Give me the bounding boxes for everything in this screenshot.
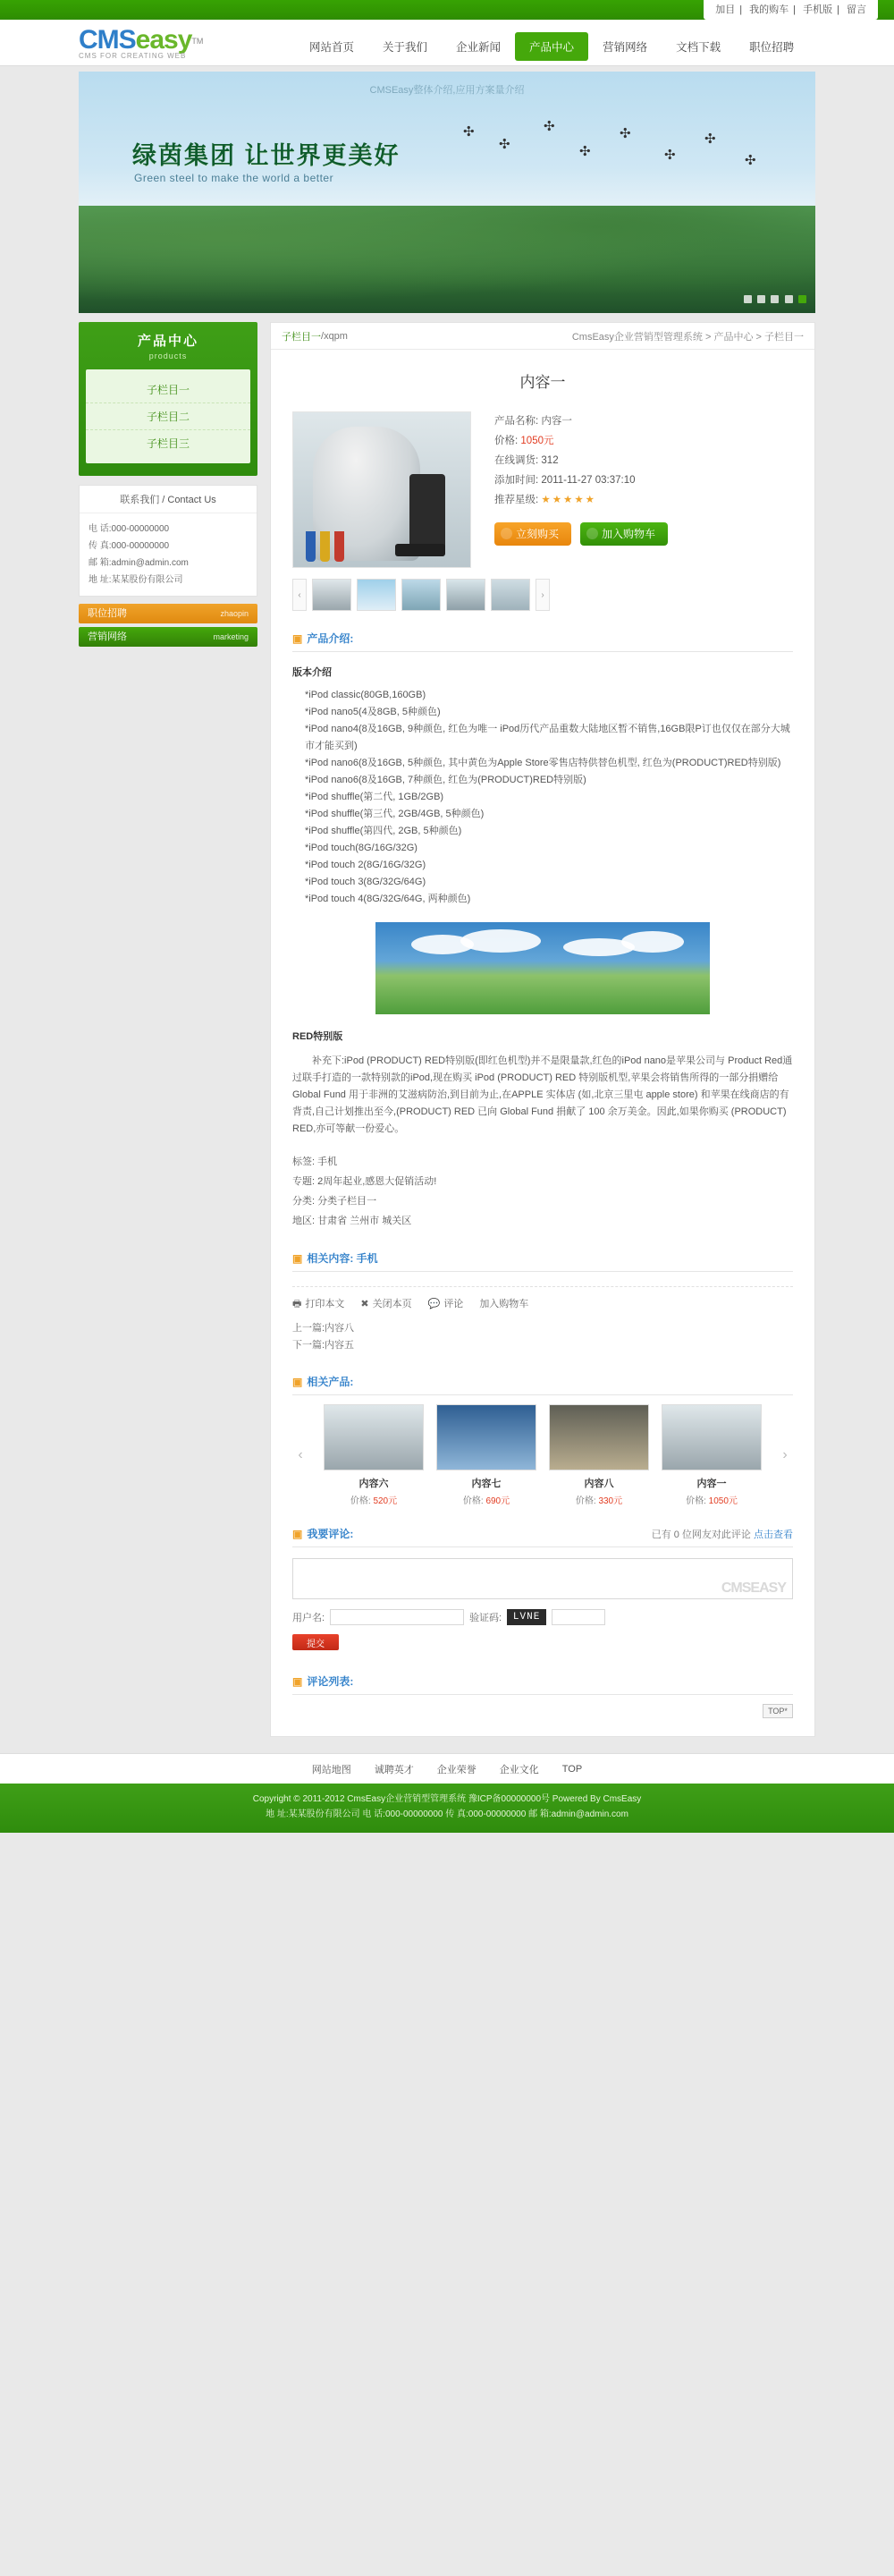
bird-icon: ✣: [664, 148, 676, 163]
thumbnail-1[interactable]: [312, 579, 351, 611]
product-price-value: 1050元: [520, 436, 554, 446]
related-products-grid: [308, 1404, 777, 1506]
comment-box: [292, 1558, 793, 1602]
comment-view-link[interactable]: 点击查看: [754, 1529, 793, 1540]
related-price-4: [662, 1493, 762, 1506]
captcha-label: 验证码:: [469, 1613, 502, 1623]
top-link-0[interactable]: 加目: [715, 4, 736, 15]
username-label: 用户名:: [292, 1613, 325, 1623]
bullet-icon: ▣: [292, 1527, 303, 1540]
section-related-content: [292, 1250, 793, 1272]
related-prev-icon[interactable]: ‹: [298, 1447, 303, 1462]
related-price-label-1: 价格:: [350, 1496, 371, 1506]
article-meta: [292, 1152, 793, 1231]
related-thumb-1[interactable]: [324, 1404, 424, 1470]
comment-form-row: [292, 1609, 793, 1625]
article-toolbar: [292, 1286, 793, 1313]
comment-button[interactable]: [428, 1296, 464, 1313]
test-tube-yellow: [320, 531, 330, 562]
sidebar-item-sub3[interactable]: 子栏目三: [86, 429, 250, 456]
article-body: [292, 665, 793, 1138]
nav-item-news[interactable]: [442, 32, 515, 61]
related-name-3: 内容八: [584, 1479, 614, 1489]
product-image[interactable]: [292, 411, 471, 568]
list-item: *iPod touch 4(8G/32G/64G, 两种颜色): [305, 894, 471, 904]
footer: [0, 1784, 894, 1833]
product-actions: [494, 522, 668, 546]
meta-tag-row: [292, 1152, 793, 1172]
back-to-top-button[interactable]: TOP*: [763, 1704, 793, 1718]
thumbnail-5[interactable]: [491, 579, 530, 611]
bird-icon: ✣: [579, 144, 591, 159]
product-price-row: [494, 431, 668, 451]
list-item[interactable]: [324, 1404, 424, 1506]
banner-subtitle: Green steel to make the world a better: [134, 172, 334, 184]
contact-lines: [80, 513, 257, 596]
contact-phone: 电 话:000-00000000: [89, 524, 170, 534]
logo-cms: CMS: [79, 25, 136, 55]
product-added-label: 添加时间:: [494, 475, 539, 486]
sidebar-button-marketing[interactable]: [79, 627, 257, 647]
bird-icon: ✣: [463, 124, 475, 140]
meta-region-row: [292, 1211, 793, 1231]
meta-special-row: [292, 1172, 793, 1191]
thumbnail-3[interactable]: [401, 579, 441, 611]
product-added-row: [494, 470, 668, 490]
page-title: 内容一: [519, 374, 566, 391]
list-item: *iPod touch(8G/16G/32G): [305, 843, 417, 853]
list-item: *iPod nano4(8及16GB, 9种颜色, 红色为唯一 iPod历代产品重数大陆地区暂不销售,16GB限P订也仅仅在部分大城市才能买到): [305, 724, 790, 751]
top-link-3[interactable]: 留言: [847, 4, 866, 15]
contact-title: 联系我们 / Contact Us: [80, 486, 257, 513]
contact-fax: 传 真:000-00000000: [89, 541, 170, 551]
list-item: *iPod classic(80GB,160GB): [305, 690, 426, 700]
logo-tm: TM: [191, 37, 204, 46]
banner-dot-1[interactable]: [744, 295, 752, 303]
banner-dot-3[interactable]: [771, 295, 779, 303]
nav-item-marketing[interactable]: [588, 32, 662, 61]
test-tube-blue: [306, 531, 316, 562]
thumbnail-strip: [271, 568, 814, 611]
top-link-1[interactable]: 我的购车: [749, 4, 789, 15]
product-name-value: 内容一: [541, 416, 572, 427]
section-intro-title: 产品介绍:: [307, 632, 354, 645]
section-write-comment-title: 我要评论:: [307, 1528, 354, 1540]
nav-label-about[interactable]: 关于我们: [383, 41, 428, 54]
add-cart-link-label: 加入购物车: [479, 1299, 529, 1309]
breadcrumb-current[interactable]: 子栏目一: [282, 331, 321, 343]
footer-contact: 地 址:某某股份有限公司 电 话:000-00000000 传 真:000-00000000 邮 箱:admin@admin.com: [266, 1809, 628, 1819]
sidebar-button-jobs-cn: 职位招聘: [88, 608, 127, 619]
product-rating-row: [494, 490, 668, 510]
related-thumb-2[interactable]: [436, 1404, 536, 1470]
banner-caption: CMSEasy整体介绍,应用方案量介绍: [369, 85, 525, 96]
main-nav: [295, 32, 808, 66]
related-products-carousel: [292, 1404, 793, 1506]
banner-dot-4[interactable]: [785, 295, 793, 303]
list-item: *iPod shuffle(第三代, 2GB/4GB, 5种颜色): [305, 809, 485, 819]
logo-easy: easy: [135, 25, 192, 55]
list-item: *iPod nano5(4及8GB, 5种颜色): [305, 707, 441, 717]
sidebar-item-sub2[interactable]: 子栏目二: [86, 402, 250, 429]
nav-item-home[interactable]: [295, 32, 368, 61]
bird-icon: ✣: [745, 153, 756, 168]
content-panel: [270, 322, 815, 1737]
section-related-content-header: [292, 1250, 793, 1272]
contact-address: 地 址:某某股份有限公司: [89, 575, 183, 585]
meta-region-label: 地区:: [292, 1216, 316, 1226]
cloud-shape: [460, 929, 541, 953]
top-link-2[interactable]: 手机版: [803, 4, 833, 15]
site-logo[interactable]: [79, 25, 203, 60]
buy-now-label: 立刻购买: [516, 528, 560, 540]
cloud-shape: [621, 931, 684, 953]
captcha-input[interactable]: [552, 1609, 605, 1625]
watermark-text: CMSEASY: [721, 1580, 786, 1596]
add-to-cart-label: 加入购物车: [602, 528, 656, 540]
related-price-value-3: 330元: [598, 1496, 623, 1506]
sidebar-button-marketing-en: marketing: [213, 632, 249, 641]
related-price-label-2: 价格:: [462, 1496, 484, 1506]
bullet-icon: ▣: [292, 1376, 303, 1388]
product-info: [494, 411, 668, 568]
next-link[interactable]: 下一篇:内容五: [292, 1340, 355, 1351]
comment-count-area: [652, 1527, 793, 1541]
list-item: *iPod nano6(8及16GB, 5种颜色, 其中黄色为Apple Store零售店特供替色机型, 红色为(PRODUCT)RED特别版): [305, 758, 781, 768]
close-icon: ✖: [360, 1299, 369, 1309]
list-item: *iPod touch 2(8G/16G/32G): [305, 860, 426, 870]
related-next-icon[interactable]: ›: [782, 1447, 788, 1462]
list-item: *iPod shuffle(第二代, 1GB/2GB): [305, 792, 444, 802]
username-input[interactable]: [330, 1609, 464, 1625]
related-price-3: [549, 1493, 649, 1506]
bullet-icon: ▣: [292, 1252, 303, 1265]
bullet-icon: ▣: [292, 1675, 303, 1688]
banner-land: [79, 206, 815, 313]
footer-link-honor[interactable]: 企业荣誉: [436, 1764, 477, 1775]
article-heading-2: RED特别版: [292, 1031, 343, 1042]
test-tube-red: [334, 531, 344, 562]
bird-icon: ✣: [499, 137, 510, 152]
banner-pagination[interactable]: [741, 293, 806, 306]
sidebar-item-sub1[interactable]: 子栏目一: [146, 384, 190, 396]
close-label: 关闭本页: [372, 1299, 412, 1309]
section-comment-list-header: [292, 1674, 793, 1695]
nav-item-downloads[interactable]: [662, 32, 735, 61]
cart-plus-icon: [586, 528, 598, 539]
list-item[interactable]: [662, 1404, 762, 1506]
meta-tag-label: 标签:: [292, 1157, 316, 1167]
section-intro-header: [292, 631, 793, 652]
footer-link-sitemap[interactable]: 网站地图: [311, 1764, 351, 1775]
add-to-cart-button[interactable]: [580, 522, 668, 546]
submit-button[interactable]: 提交: [292, 1634, 339, 1650]
meta-cat-label: 分类:: [292, 1196, 316, 1207]
meta-region-value[interactable]: 甘肃省 兰州市 城关区: [317, 1216, 412, 1226]
nav-item-products[interactable]: [515, 32, 588, 61]
article-image: [375, 922, 710, 1014]
section-write-comment: [292, 1526, 793, 1547]
bird-icon: ✣: [704, 131, 716, 147]
meta-cat-row: [292, 1191, 793, 1211]
thumb-next-icon[interactable]: ›: [536, 579, 550, 611]
related-name-2: 内容七: [471, 1479, 502, 1489]
top-bar: [0, 0, 894, 20]
related-price-2: [436, 1493, 536, 1506]
microscope-icon: [409, 474, 445, 556]
captcha-image[interactable]: LVNE: [507, 1609, 546, 1625]
banner-dot-5[interactable]: [798, 295, 806, 303]
list-item: *iPod touch 3(8G/32G/64G): [305, 877, 426, 887]
related-thumb-4[interactable]: [662, 1404, 762, 1470]
product-stock-label: 在线调货:: [494, 455, 539, 466]
rating-stars-icon: ★★★★★: [541, 495, 596, 505]
nav-item-jobs[interactable]: [735, 32, 808, 61]
related-price-value-1: 520元: [373, 1496, 398, 1506]
prev-next-links: [292, 1320, 793, 1354]
related-name-1: 内容六: [358, 1479, 389, 1489]
article-version-list: [305, 687, 793, 908]
sidebar-buttons: [79, 604, 257, 647]
product-name-row: [494, 411, 668, 431]
product-stock-row: [494, 451, 668, 470]
main-wrap: [79, 322, 815, 1737]
article-heading-1: 版本介绍: [292, 667, 332, 678]
sidebar-button-marketing-cn: 营销网络: [88, 631, 127, 642]
section-intro: [292, 631, 793, 652]
section-related-products-header: [292, 1374, 793, 1395]
section-comment-list-title: 评论列表:: [307, 1675, 354, 1688]
sidebar-product-title: 产品中心: [137, 334, 198, 349]
related-name-4: 内容一: [696, 1479, 727, 1489]
meta-special-label: 专题:: [292, 1176, 316, 1187]
printer-icon: 🖶: [292, 1299, 302, 1309]
section-related-products: [292, 1374, 793, 1395]
related-price-label-3: 价格:: [575, 1496, 596, 1506]
product-stock-value: 312: [541, 455, 559, 466]
sidebar-product-box: [79, 322, 257, 476]
comment-label: 评论: [443, 1299, 464, 1309]
prev-link[interactable]: 上一篇:内容八: [292, 1323, 355, 1334]
footer-link-jobs[interactable]: 诚聘英才: [374, 1764, 414, 1775]
banner-title: 绿茵集团 让世界更美好: [132, 142, 401, 169]
nav-label-home[interactable]: 网站首页: [309, 41, 355, 54]
cart-icon: [501, 528, 512, 539]
close-page-button[interactable]: [360, 1296, 411, 1313]
comment-count-text: 已有 0 位网友对此评论: [651, 1529, 751, 1540]
footer-link-top[interactable]: TOP: [561, 1763, 583, 1775]
breadcrumb-path[interactable]: CmsEasy企业营销型管理系统 > 产品中心 > 子栏目一: [571, 331, 804, 343]
top-mini-links: 加目 | 我的购车 | 手机版 | 留言: [704, 0, 878, 20]
sidebar-contact-box: [79, 485, 257, 597]
list-item: *iPod shuffle(第四代, 2GB, 5种颜色): [305, 826, 462, 836]
print-label: 打印本文: [305, 1299, 345, 1309]
nav-label-products[interactable]: 产品中心: [515, 32, 588, 61]
breadcrumb: [271, 323, 814, 350]
product-price-label: 价格:: [494, 436, 519, 446]
sidebar-button-jobs[interactable]: [79, 604, 257, 623]
footer-copyright: Copyright © 2011-2012 CmsEasy企业营销型管理系统 豫ICP备00000000号 Powered By CmsEasy: [252, 1794, 642, 1804]
meta-tag-value[interactable]: 手机: [317, 1157, 338, 1167]
contact-email: 邮 箱:admin@admin.com: [89, 558, 189, 568]
list-item[interactable]: [436, 1404, 536, 1506]
nav-label-news[interactable]: 企业新闻: [456, 41, 502, 54]
product-rating-label: 推荐星级:: [494, 495, 539, 505]
meta-special-value[interactable]: 2周年起业,感恩大促销活动!: [317, 1176, 437, 1187]
buy-now-button[interactable]: [494, 522, 571, 546]
product-detail: [271, 395, 814, 568]
breadcrumb-sep: /: [321, 330, 325, 342]
comment-input[interactable]: [292, 1558, 793, 1599]
section-write-comment-header: [292, 1526, 793, 1547]
print-button[interactable]: [292, 1296, 344, 1313]
related-thumb-3[interactable]: [549, 1404, 649, 1470]
product-added-value: 2011-11-27 03:37:10: [541, 475, 636, 486]
article-paragraph-1: 补充下:iPod (PRODUCT) RED特别版(即红色机型)并不是限量款,红色的iPod nano是苹果公司与 Product Red通过联手打造的一款特别款的iPod,现在购买 iPod (PRODUCT) RED 特别版机型,苹果会将销售所得的一部分捐赠给 Global Fund 用于非洲的艾滋病防治,到目前为止,在APPLE 实体店 (如,北京三里屯 apple store) 和苹果在线商店的有背责,自己计划推出至今,(PRODUCT) RED 已向 Global Fund 捐献了 100 余万美金。因此,如果你购买 (PRODUCT) RED,亦可等献一份爱心。: [292, 1055, 793, 1134]
section-related-products-title: 相关产品:: [307, 1376, 354, 1388]
logo-slogan: CMS FOR CREATING WEB: [79, 52, 187, 60]
comment-icon: 💬: [427, 1299, 441, 1309]
nav-item-about[interactable]: [368, 32, 442, 61]
related-price-1: [324, 1493, 424, 1506]
bird-icon: ✣: [544, 119, 555, 134]
list-item[interactable]: [549, 1404, 649, 1506]
sidebar-button-jobs-en: zhaopin: [220, 609, 249, 618]
section-related-content-title: 相关内容: 手机: [307, 1252, 378, 1265]
sidebar-product-en: products: [148, 352, 188, 360]
related-price-value-2: 690元: [485, 1496, 510, 1506]
section-comment-list: [292, 1674, 793, 1695]
bird-icon: ✣: [620, 126, 631, 141]
nav-label-downloads[interactable]: 文档下载: [676, 41, 721, 54]
breadcrumb-en: xqpm: [324, 330, 348, 342]
site-header: [0, 20, 894, 66]
footer-link-culture[interactable]: 企业文化: [499, 1764, 539, 1775]
thumbnail-2[interactable]: [357, 579, 396, 611]
sidebar-subnav: [86, 369, 250, 463]
hero-banner[interactable]: [79, 72, 815, 313]
nav-label-marketing[interactable]: 营销网络: [603, 41, 648, 54]
footer-nav: [0, 1753, 894, 1784]
sidebar: [79, 322, 257, 650]
thumbnail-4[interactable]: [446, 579, 485, 611]
banner-dot-2[interactable]: [757, 295, 765, 303]
add-cart-link[interactable]: [479, 1296, 528, 1313]
meta-cat-value[interactable]: 分类子栏目一: [317, 1196, 377, 1207]
product-name-label: 产品名称:: [494, 416, 539, 427]
bullet-icon: ▣: [292, 632, 303, 645]
list-item: *iPod nano6(8及16GB, 7种颜色, 红色为(PRODUCT)RED特别版): [305, 775, 586, 785]
related-price-value-4: 1050元: [708, 1496, 738, 1506]
related-price-label-4: 价格:: [686, 1496, 706, 1506]
back-to-top-wrap: [292, 1704, 793, 1718]
thumb-prev-icon[interactable]: ‹: [292, 579, 307, 611]
nav-label-jobs[interactable]: 职位招聘: [749, 41, 795, 54]
